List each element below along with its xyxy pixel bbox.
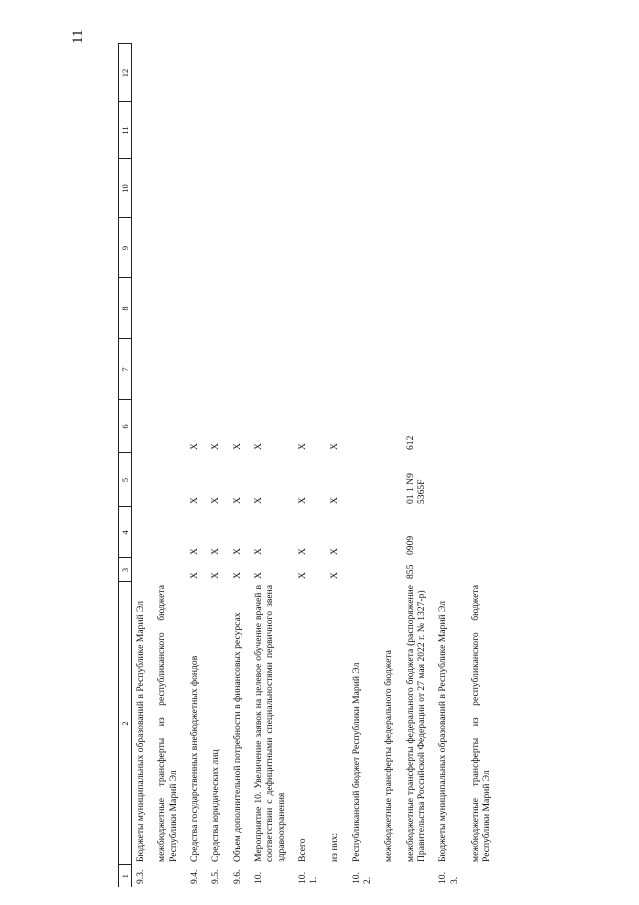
cell-col-11: [153, 102, 186, 159]
cell-col-12: [229, 44, 250, 102]
cell-col-7: [132, 339, 154, 400]
cell-col-8: [153, 278, 186, 339]
cell-col-4: [132, 507, 154, 558]
cell-col-3: X: [210, 572, 222, 579]
cell-col-6: [132, 400, 154, 453]
cell-col-9: [207, 218, 228, 278]
table-row: [348, 44, 381, 887]
cell-col-5: X: [231, 497, 243, 504]
row-number: [153, 865, 186, 887]
cell-col-7: [153, 339, 186, 400]
cell-col-4: X: [210, 548, 222, 555]
row-number: 10.1.: [296, 872, 320, 884]
row-description: Бюджеты муниципальных образований в Республике Марий Эл: [437, 601, 449, 862]
cell-col-12: [380, 44, 401, 102]
cell-col-3: X: [188, 572, 200, 579]
cell-col-5: X: [210, 497, 222, 504]
cell-col-5: X: [188, 497, 200, 504]
cell-col-8: [294, 278, 327, 339]
cell-col-10: [132, 159, 154, 218]
cell-col-5: [348, 453, 381, 507]
cell-col-9: [250, 218, 294, 278]
column-number-4: 4: [119, 507, 132, 558]
column-number-10: 10: [119, 159, 132, 218]
cell-col-8: [229, 278, 250, 339]
cell-col-6: X: [210, 443, 222, 450]
cell-col-3: X: [296, 572, 308, 579]
cell-col-10: [250, 159, 294, 218]
table-row: [380, 44, 401, 887]
cell-col-10: [207, 159, 228, 218]
cell-col-9: [294, 218, 327, 278]
cell-col-8: [186, 278, 207, 339]
cell-col-6: X: [252, 443, 264, 450]
table-row: [402, 44, 435, 887]
cell-col-10: [153, 159, 186, 218]
row-description: межбюджетные трансферты федерального бюджета: [383, 650, 395, 862]
cell-col-10: [380, 159, 401, 218]
table-row: [132, 44, 154, 887]
cell-col-7: [186, 339, 207, 400]
cell-col-9: [467, 218, 500, 278]
table-row: [294, 44, 327, 887]
cell-col-6: 612: [404, 435, 416, 450]
cell-col-3: [380, 558, 401, 582]
cell-col-4: [348, 507, 381, 558]
column-number-7: 7: [119, 339, 132, 400]
cell-col-12: [326, 44, 347, 102]
cell-col-8: [348, 278, 381, 339]
cell-col-12: [294, 44, 327, 102]
row-description: Бюджеты муниципальных образований в Республике Марий Эл: [135, 601, 147, 862]
cell-col-5: [380, 453, 401, 507]
cell-col-7: [326, 339, 347, 400]
cell-col-4: [380, 507, 401, 558]
cell-col-10: [348, 159, 381, 218]
cell-col-6: X: [329, 443, 341, 450]
table-row: [250, 44, 294, 887]
row-description: Средства государственных внебюджетных фондов: [188, 655, 200, 862]
cell-col-8: [207, 278, 228, 339]
cell-col-12: [348, 44, 381, 102]
row-number: 9.5.: [210, 869, 222, 884]
cell-col-3: X: [252, 572, 264, 579]
cell-col-8: [326, 278, 347, 339]
cell-col-11: [186, 102, 207, 159]
cell-col-5: 01 1 N9 5365F: [404, 473, 428, 504]
row-number: 9.6.: [231, 869, 243, 884]
cell-col-5: X: [329, 497, 341, 504]
cell-col-10: [402, 159, 435, 218]
cell-col-4: X: [296, 548, 308, 555]
table-row: [229, 44, 250, 887]
cell-col-8: [380, 278, 401, 339]
column-number-11: 11: [119, 102, 132, 159]
cell-col-11: [207, 102, 228, 159]
table-row: [153, 44, 186, 887]
column-number-row: [119, 44, 132, 887]
row-description: межбюджетные трансферты федерального бюджета (распоряжение Правительства Российской Федерации от 27 мая 2022 г. № 1327-р): [404, 585, 428, 862]
cell-col-6: [380, 400, 401, 453]
cell-col-3: [153, 558, 186, 582]
cell-col-4: X: [329, 548, 341, 555]
cell-col-11: [467, 102, 500, 159]
column-number-8: 8: [119, 278, 132, 339]
cell-col-9: [186, 218, 207, 278]
table-row: [467, 44, 500, 887]
cell-col-12: [250, 44, 294, 102]
cell-col-11: [229, 102, 250, 159]
cell-col-6: X: [231, 443, 243, 450]
cell-col-5: [153, 453, 186, 507]
cell-col-6: [467, 400, 500, 453]
row-description: Средства юридических лиц: [210, 749, 222, 862]
row-description: Мероприятие 10. Увеличение заявок на целевое обучение врачей в соответствии с дефицитными специальностями первичного звена здравоохранения: [252, 585, 287, 862]
cell-col-6: X: [188, 443, 200, 450]
row-number: [467, 865, 500, 887]
column-number-6: 6: [119, 400, 132, 453]
cell-col-12: [402, 44, 435, 102]
cell-col-8: [402, 278, 435, 339]
page-number: 11: [70, 29, 86, 44]
row-number: 9.4.: [188, 869, 200, 884]
cell-col-10: [434, 159, 467, 218]
cell-col-5: [132, 453, 154, 507]
cell-col-4: 0909: [404, 535, 416, 555]
cell-col-6: X: [296, 443, 308, 450]
column-number-12: 12: [119, 44, 132, 102]
cell-col-7: [402, 339, 435, 400]
cell-col-5: [467, 453, 500, 507]
cell-col-12: [132, 44, 154, 102]
cell-col-12: [153, 44, 186, 102]
cell-col-8: [434, 278, 467, 339]
cell-col-4: [153, 507, 186, 558]
cell-col-8: [467, 278, 500, 339]
cell-col-10: [294, 159, 327, 218]
cell-col-6: [434, 400, 467, 453]
cell-col-9: [434, 218, 467, 278]
cell-col-3: [132, 558, 154, 582]
cell-col-6: [348, 400, 381, 453]
cell-col-11: [380, 102, 401, 159]
cell-col-11: [250, 102, 294, 159]
cell-col-11: [434, 102, 467, 159]
cell-col-12: [467, 44, 500, 102]
column-number-2: 2: [119, 582, 132, 865]
cell-col-4: [467, 507, 500, 558]
cell-col-11: [348, 102, 381, 159]
cell-col-7: [250, 339, 294, 400]
cell-col-7: [294, 339, 327, 400]
cell-col-5: [434, 453, 467, 507]
cell-col-7: [467, 339, 500, 400]
cell-col-7: [380, 339, 401, 400]
row-number: 10.: [252, 872, 264, 884]
cell-col-7: [348, 339, 381, 400]
table-row: [186, 44, 207, 887]
row-number: [380, 865, 401, 887]
cell-col-10: [229, 159, 250, 218]
cell-col-3: [434, 558, 467, 582]
row-number: 10.2.: [350, 872, 374, 884]
cell-col-11: [132, 102, 154, 159]
column-number-3: 3: [119, 558, 132, 582]
cell-col-9: [153, 218, 186, 278]
cell-col-12: [434, 44, 467, 102]
cell-col-3: X: [231, 572, 243, 579]
column-number-5: 5: [119, 453, 132, 507]
cell-col-3: [348, 558, 381, 582]
cell-col-7: [434, 339, 467, 400]
cell-col-10: [467, 159, 500, 218]
cell-col-11: [402, 102, 435, 159]
cell-col-11: [294, 102, 327, 159]
cell-col-9: [229, 218, 250, 278]
row-number: 10.3.: [437, 872, 460, 884]
cell-col-9: [402, 218, 435, 278]
cell-col-5: X: [296, 497, 308, 504]
row-number: [402, 865, 435, 887]
column-number-1: 1: [119, 865, 132, 887]
cell-col-7: [207, 339, 228, 400]
table-row: [434, 44, 467, 887]
cell-col-4: [434, 507, 467, 558]
cell-col-12: [186, 44, 207, 102]
column-number-9: 9: [119, 218, 132, 278]
cell-col-10: [186, 159, 207, 218]
cell-col-8: [250, 278, 294, 339]
row-description: межбюджетные трансферты из республиканского бюджета Республики Марий Эл: [156, 585, 179, 862]
cell-col-3: X: [329, 572, 341, 579]
cell-col-3: 855: [404, 564, 416, 579]
cell-col-7: [229, 339, 250, 400]
row-description: Республиканский бюджет Республики Марий Эл: [350, 662, 362, 862]
table-row: [326, 44, 347, 887]
cell-col-9: [348, 218, 381, 278]
cell-col-9: [132, 218, 154, 278]
cell-col-9: [326, 218, 347, 278]
cell-col-4: X: [252, 548, 264, 555]
cell-col-12: [207, 44, 228, 102]
cell-col-11: [326, 102, 347, 159]
cell-col-10: [326, 159, 347, 218]
rotated-landscape-sheet: [118, 27, 639, 887]
budget-table: [118, 44, 500, 888]
cell-col-4: X: [231, 548, 243, 555]
cell-col-5: X: [252, 497, 264, 504]
cell-col-8: [132, 278, 154, 339]
row-description: межбюджетные трансферты из республиканского бюджета Республики Марий Эл: [469, 585, 493, 862]
row-number: 9.3.: [135, 869, 147, 884]
cell-col-3: [467, 558, 500, 582]
cell-col-4: X: [188, 548, 200, 555]
cell-col-9: [380, 218, 401, 278]
row-description: Объем дополнительной потребности в финансовых ресурсах: [231, 612, 243, 862]
row-number: [326, 865, 347, 887]
row-description: из них:: [329, 832, 341, 862]
cell-col-6: [153, 400, 186, 453]
table-row: [207, 44, 228, 887]
row-description: Всего: [296, 838, 308, 862]
